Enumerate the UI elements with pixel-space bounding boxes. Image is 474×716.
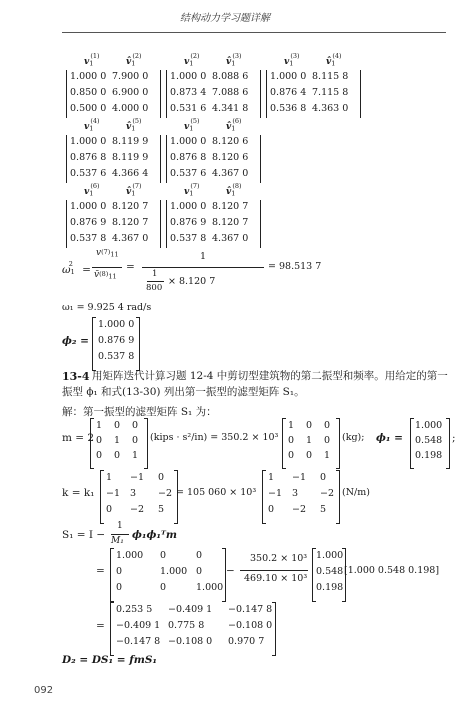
matrix-cell: −1 [106,488,121,499]
problem-text-line2: 振型 ϕ₁ 和式(13-30) 列出第一振型的滤型矩阵 S₁。 [62,386,305,398]
omega-frac2-den-div: 800 [146,283,163,293]
matrix-bracket-left [110,602,114,656]
omega-frac2-num: 1 [200,251,207,262]
vector-symbol: v [84,57,90,67]
vector-value: 0.873 4 [170,87,207,98]
d2-equation: D₂ = DS₁ = fmS₁ [62,654,158,666]
matrix-cell: 1 [288,420,295,431]
matrix-cell: 1.000 [160,566,188,577]
vector-bar-right [260,200,261,248]
m-eq-semicolon: ; [452,432,456,444]
vector-symbol: v [284,57,290,67]
vector-value: 4.363 0 [312,103,349,114]
matrix-cell: −2 [292,504,307,515]
vector-sub: 1 [131,124,136,133]
vector-sub: 1 [89,59,94,68]
vector-value: 0.876 9 [170,217,207,228]
m-eq-unit1: (kips · s²/in) = 350.2 × 10³ [150,432,279,443]
vector-value: 4.367 0 [112,233,149,244]
vector-value: 0.537 6 [70,168,107,179]
vector-header [84,182,103,198]
matrix-cell: −0.147 8 [228,604,273,615]
matrix-cell: −0.409 1 [116,620,161,631]
vector-sub: 1 [231,124,236,133]
vector-symbol: v [184,187,190,197]
vector-sup: (2) [190,52,200,60]
problem-text-line1: 用矩阵迭代计算习题 12-4 中剪切型建筑物的第二振型和频率。用给定的第一 [92,370,448,382]
matrix-cell: 1.000 0 [98,319,135,330]
matrix-cell: −0.108 0 [228,620,273,631]
m-eq-unit2: (kg); [342,432,365,443]
matrix-cell: 0.775 8 [168,620,205,631]
vector-bar-left [166,200,167,248]
vector-bar-right [160,200,161,248]
matrix-cell: 0 [288,435,295,446]
vector-symbol: v̂ [226,57,232,67]
matrix-cell: 0.537 8 [98,351,135,362]
omega1-value: ω₁ = 9.925 4 rad/s [62,302,152,313]
matrix-cell: 0 [306,450,313,461]
vector-sup: (7) [190,182,200,190]
matrix-cell: 1 [96,420,103,431]
vector-value: 1.000 0 [270,71,307,82]
s1-mass-frac-den: 469.10 × 10³ [244,573,308,584]
matrix-bracket-right [136,317,140,371]
vector-header [226,52,245,68]
vector-header [284,52,303,68]
vector-value: 1.000 0 [170,71,207,82]
matrix-cell: 1 [114,435,121,446]
vector-value: 8.120 7 [212,201,249,212]
vector-symbol: v̂ [326,57,332,67]
matrix-cell: −2 [320,488,335,499]
vector-header [126,52,145,68]
vector-symbol: v̂ [226,122,232,132]
vector-value: 1.000 0 [70,71,107,82]
vector-sub: 1 [189,59,194,68]
vector-value: 0.850 0 [70,87,107,98]
vector-value: 4.367 0 [212,168,249,179]
vector-bar-right [260,70,261,118]
matrix-cell: 0 [116,566,123,577]
matrix-cell: 0 [132,420,139,431]
vector-value: 8.120 7 [212,217,249,228]
matrix-cell: −0.108 0 [168,636,213,647]
matrix-cell: −1 [130,472,145,483]
matrix-cell: 0 [324,435,331,446]
omega-frac1-num: $v^{(7)}11$ [96,248,119,259]
vector-value: 0.531 6 [170,103,207,114]
matrix-bracket-right [144,418,148,469]
vector-sup: (4) [90,117,100,125]
matrix-cell: 1.000 [415,420,443,431]
matrix-bracket-right [336,470,340,524]
matrix-cell: 5 [158,504,165,515]
matrix-cell: −1 [268,488,283,499]
vector-value: 7.900 0 [112,71,149,82]
omega-frac2-den-suffix: × 8.120 7 [168,276,216,287]
vector-bar-left [166,70,167,118]
matrix-cell: 0 [114,420,121,431]
vector-bar-left [166,135,167,183]
matrix-cell: 0 [306,420,313,431]
vector-sub: 1 [189,124,194,133]
vector-value: 6.900 0 [112,87,149,98]
matrix-cell: −0.409 1 [168,604,213,615]
vector-bar-left [66,200,67,248]
matrix-cell: 3 [292,488,299,499]
k-eq-mid: = 105 060 × 10³ [176,487,257,498]
vector-header [84,117,103,133]
vector-symbol: v̂ [126,57,132,67]
matrix-cell: 0 [324,420,331,431]
omega-frac1-den: v̄$^{(8)}$11 [94,270,117,281]
matrix-cell: 1.000 [196,582,224,593]
vector-header [326,52,345,68]
vector-value: 0.500 0 [70,103,107,114]
matrix-cell: 1 [132,450,139,461]
vector-value: 0.876 4 [270,87,307,98]
matrix-bracket-left [110,548,114,602]
vector-sub: 1 [331,59,336,68]
matrix-bracket-right [272,602,276,656]
matrix-cell: 3 [130,488,137,499]
matrix-cell: 0 [116,582,123,593]
phi1-row-vector: [1.000 0.548 0.198] [344,565,440,576]
omega-frac2-den-bar [147,281,164,282]
vector-value: 4.366 4 [112,168,149,179]
omega-frac2-den-num: 1 [152,269,158,279]
vector-value: 7.088 6 [212,87,249,98]
matrix-bracket-left [100,470,104,524]
problem-number: 13-4 [62,370,90,383]
s1-eq-sign-3: = [96,620,105,632]
vector-value: 0.876 9 [70,217,107,228]
vector-sup: (7) [132,182,142,190]
vector-sup: (2) [132,52,142,60]
vector-value: 8.119 9 [112,152,149,163]
vector-sub: 1 [131,189,136,198]
matrix-cell: 0 [96,435,103,446]
matrix-cell: 1 [268,472,275,483]
matrix-cell: 0 [288,450,295,461]
phi1-label: ϕ₁ = [376,432,403,444]
matrix-bracket-left [90,418,94,469]
vector-bar-left [66,70,67,118]
vector-symbol: v [184,57,190,67]
omega-result: = 98.513 7 [268,261,322,272]
page-number: 092 [34,685,54,696]
vector-value: 4.000 0 [112,103,149,114]
matrix-cell: −2 [158,488,173,499]
vector-sup: (5) [190,117,200,125]
vector-header [84,52,103,68]
vector-symbol: v̂ [126,122,132,132]
s1-minus: − [226,565,235,577]
vector-value: 0.876 8 [70,152,107,163]
matrix-bracket-left [410,418,414,469]
s1-frac-den: M₁ [111,536,124,546]
vector-sup: (3) [232,52,242,60]
vector-header [126,117,145,133]
k-eq-lhs: k = k₁ [62,487,95,499]
matrix-bracket-left [282,418,286,469]
matrix-bracket-right [336,418,340,469]
matrix-cell: −1 [292,472,307,483]
vector-value: 8.088 6 [212,71,249,82]
s1-frac-num: 1 [117,521,123,531]
matrix-cell: 1 [324,450,331,461]
matrix-cell: 0 [196,550,203,561]
matrix-cell: 0.876 9 [98,335,135,346]
matrix-cell: 0.548 [316,566,344,577]
s1-mass-frac-num: 350.2 × 10³ [250,553,308,564]
vector-value: 8.120 7 [112,201,149,212]
vector-sup: (4) [332,52,342,60]
vector-sup: (5) [132,117,142,125]
vector-bar-right [360,70,361,118]
matrix-cell: 0.253 5 [116,604,153,615]
matrix-cell: 1.000 [316,550,344,561]
vector-header [226,182,245,198]
vector-value: 8.120 6 [212,152,249,163]
vector-value: 0.537 6 [170,168,207,179]
vector-value: 0.537 8 [70,233,107,244]
matrix-cell: 0 [114,450,121,461]
matrix-cell: 0 [132,435,139,446]
omega-squared-lhs: $\omega 1^2$ = [62,260,91,276]
vector-value: 7.115 8 [312,87,349,98]
vector-sup: (1) [90,52,100,60]
vector-sub: 1 [89,189,94,198]
matrix-cell: 1 [306,435,313,446]
vector-sub: 1 [289,59,294,68]
vector-header [126,182,145,198]
matrix-cell: 0 [160,550,167,561]
matrix-bracket-left [262,470,266,524]
vector-value: 0.537 8 [170,233,207,244]
s1-eq-lhs: S₁ = I − [62,529,106,541]
k-eq-unit: (N/m) [342,487,370,498]
vector-bar-right [160,135,161,183]
vector-header [184,117,203,133]
matrix-bracket-right [446,418,450,469]
s1-eq-sign-2: = [96,565,105,577]
vector-value: 8.120 7 [112,217,149,228]
vector-sub: 1 [231,59,236,68]
vector-value: 0.536 8 [270,103,307,114]
vector-bar-left [266,70,267,118]
vector-sub: 1 [89,124,94,133]
vector-header [226,117,245,133]
matrix-cell: 0 [320,472,327,483]
vector-value: 4.367 0 [212,233,249,244]
matrix-cell: 0 [96,450,103,461]
vector-sup: (3) [290,52,300,60]
matrix-cell: 0 [106,504,113,515]
matrix-cell: 0.198 [316,582,344,593]
vector-sup: (6) [90,182,100,190]
omega-frac1-bar [92,267,122,268]
matrix-bracket-left [92,317,96,371]
matrix-cell: 0 [268,504,275,515]
vector-sup: (6) [232,117,242,125]
matrix-cell: −0.147 8 [116,636,161,647]
matrix-cell: 0.970 7 [228,636,265,647]
vector-header [184,52,203,68]
vector-value: 1.000 0 [170,136,207,147]
matrix-cell: 0 [196,566,203,577]
vector-symbol: v [84,187,90,197]
vector-value: 0.876 8 [170,152,207,163]
matrix-cell: 1.000 [116,550,144,561]
vector-sub: 1 [231,189,236,198]
solution-intro: 解：第一振型的滤型矩阵 S₁ 为： [62,406,217,418]
omega-eq-sign: = [126,261,135,273]
vector-symbol: v̂ [126,187,132,197]
s1-eq-rhs: ϕ₁ϕ₁ᵀm [132,529,177,541]
vector-header [184,182,203,198]
vector-value: 1.000 0 [70,201,107,212]
vector-sub: 1 [189,189,194,198]
vector-value: 8.119 9 [112,136,149,147]
s1-mass-frac-bar [240,570,308,571]
matrix-cell: −2 [130,504,145,515]
vector-value: 4.341 8 [212,103,249,114]
vector-bar-right [160,70,161,118]
m-eq-lhs: m = 2 [62,432,95,444]
vector-value: 8.115 8 [312,71,349,82]
matrix-cell: 0 [160,582,167,593]
phi2-label: ϕ₂ = [62,335,89,347]
vector-sub: 1 [131,59,136,68]
matrix-cell: 1 [106,472,113,483]
s1-frac-bar [111,534,129,535]
running-header: 结构动力学习题详解 [180,13,270,24]
vector-symbol: v [184,122,190,132]
vector-value: 1.000 0 [70,136,107,147]
vector-bar-right [260,135,261,183]
matrix-cell: 0.198 [415,450,443,461]
vector-value: 8.120 6 [212,136,249,147]
matrix-cell: 0 [158,472,165,483]
matrix-cell: 0.548 [415,435,443,446]
vector-symbol: v̂ [226,187,232,197]
vector-bar-left [66,135,67,183]
vector-sup: (8) [232,182,242,190]
omega-frac2-bar [142,267,264,268]
matrix-cell: 5 [320,504,327,515]
header-rule [62,32,446,33]
vector-value: 1.000 0 [170,201,207,212]
vector-symbol: v [84,122,90,132]
